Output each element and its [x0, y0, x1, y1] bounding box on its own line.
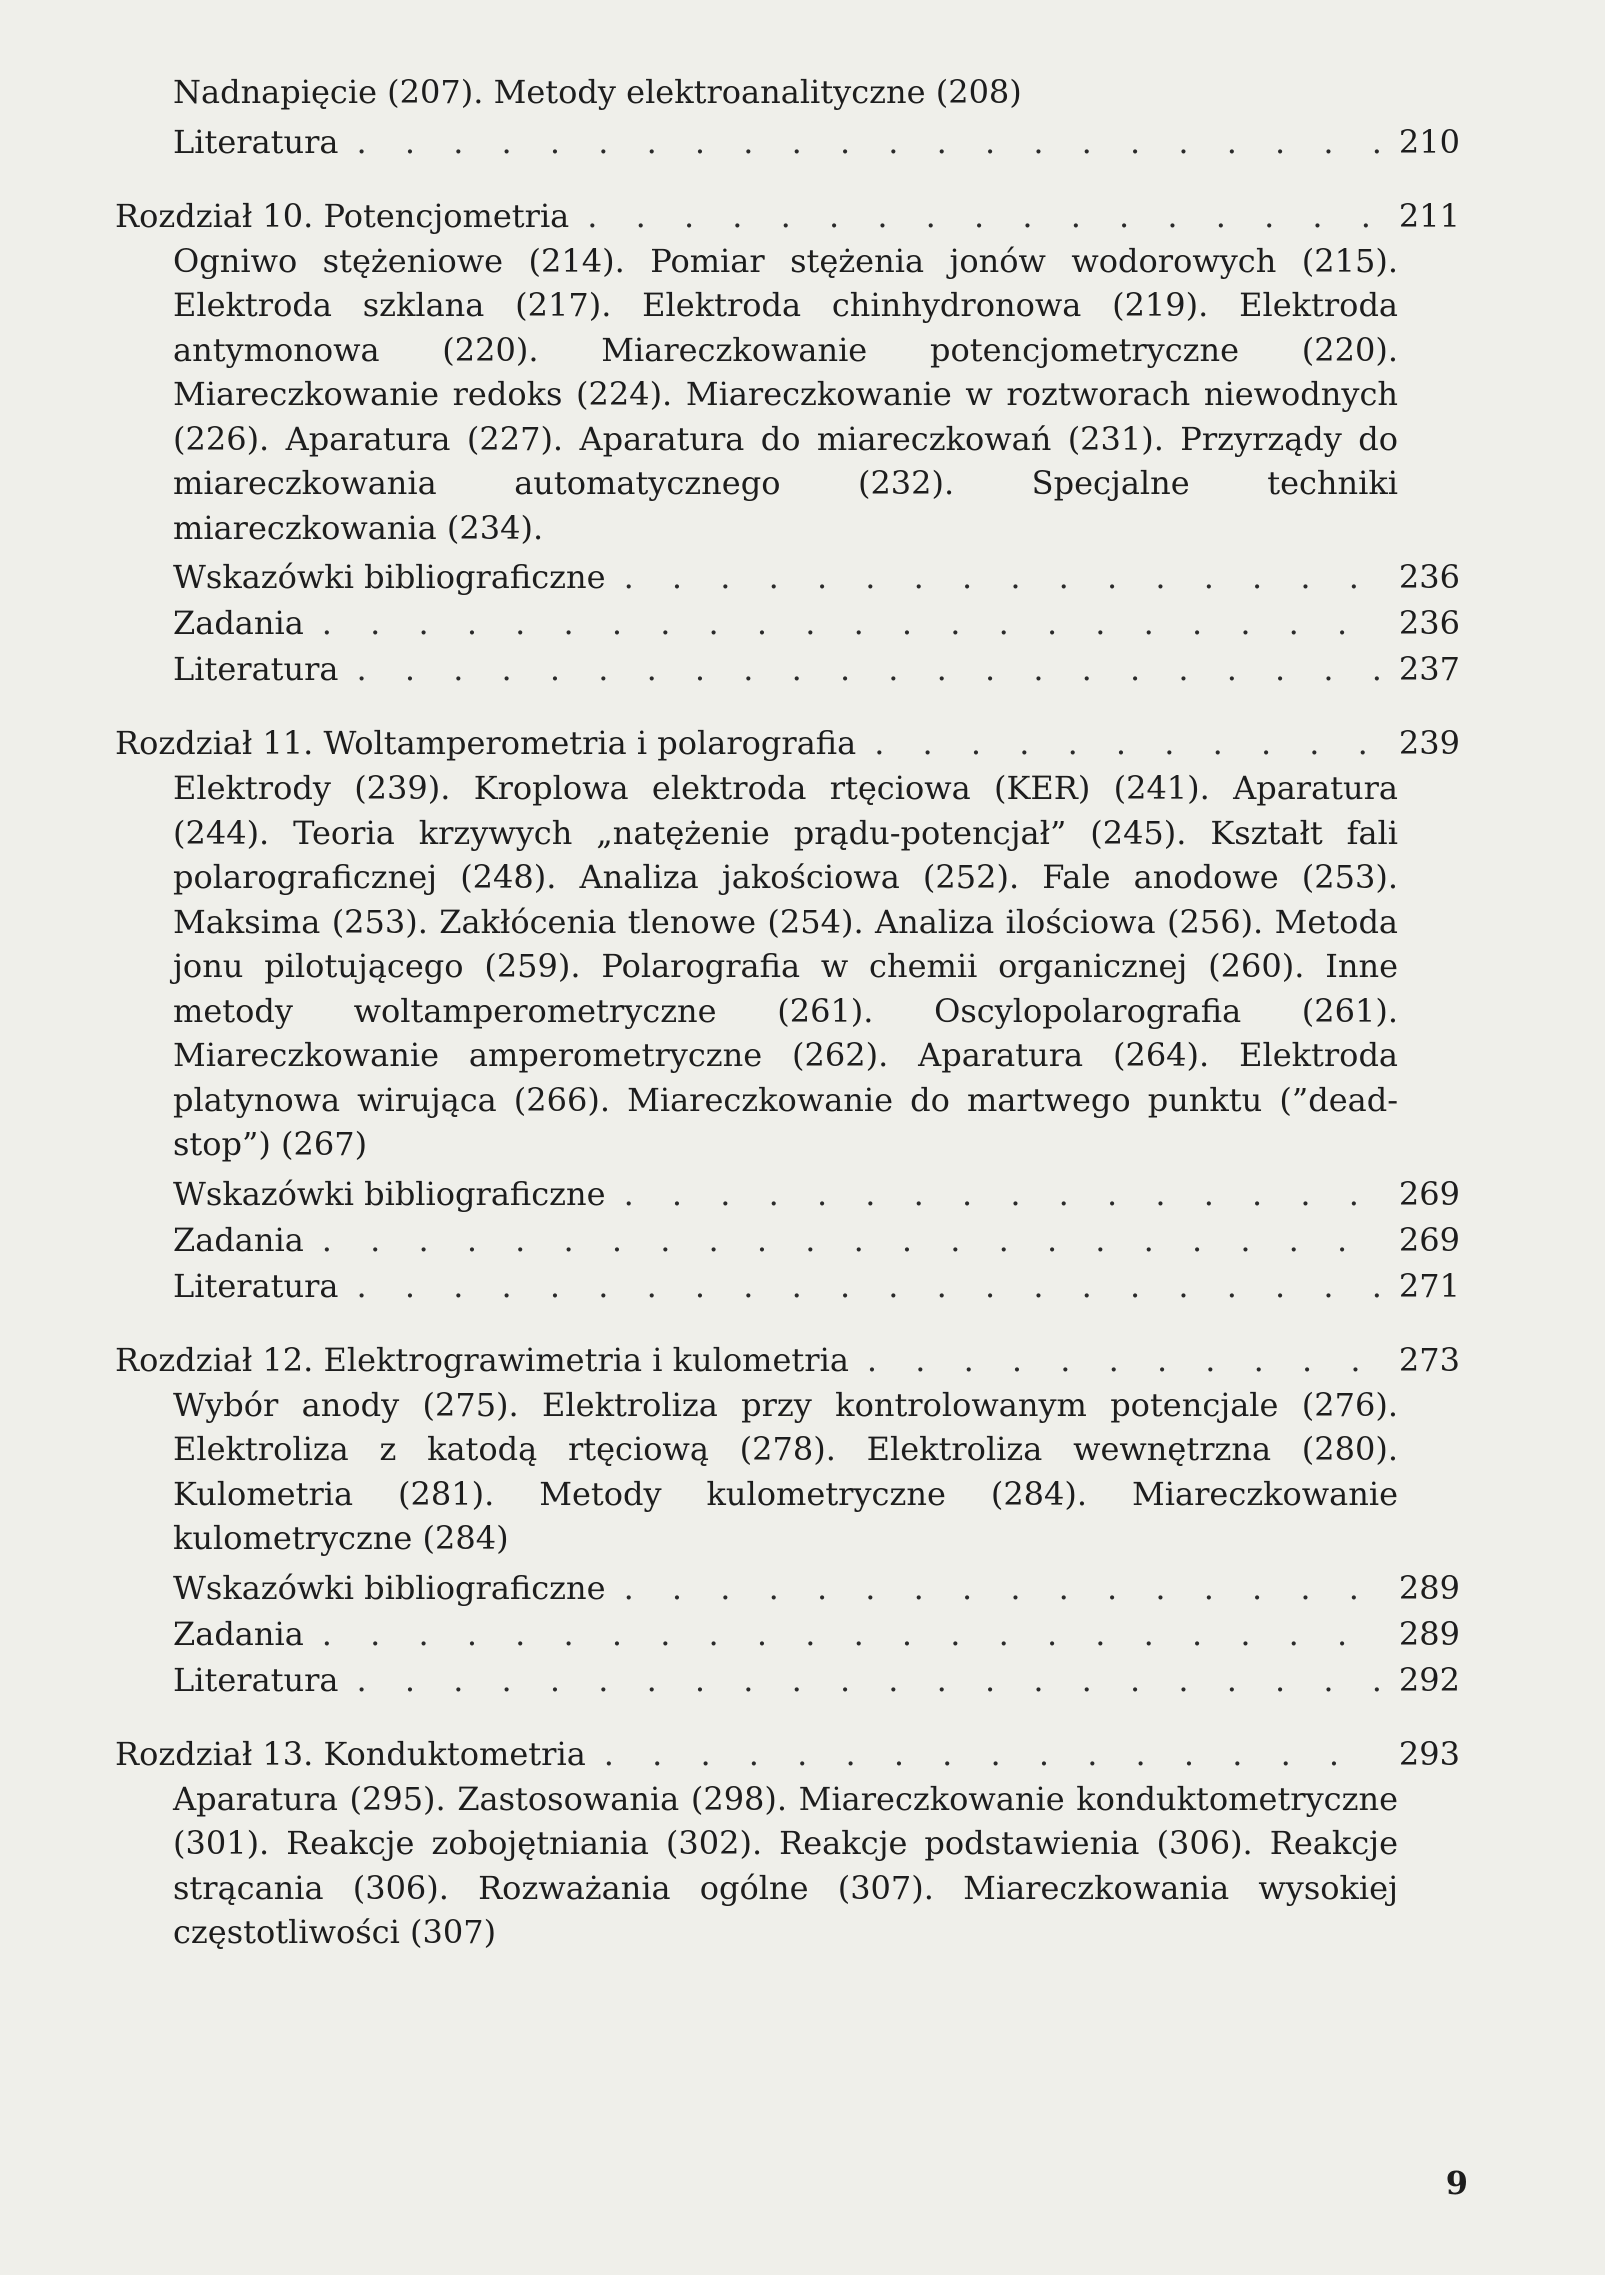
chapter-title: Rozdział 11. Woltamperometria i polarografia [115, 724, 857, 762]
leader-dots [874, 720, 1380, 766]
toc-entry-literature [115, 119, 1460, 165]
entry-label: Literatura [173, 1660, 339, 1699]
entry-page: 269 [1398, 1220, 1460, 1259]
leader-dots [357, 119, 1381, 165]
leader-dots [322, 1611, 1380, 1657]
entry-page: 271 [1398, 1266, 1460, 1305]
chapter-page: 273 [1398, 1340, 1460, 1379]
entry-page: 237 [1398, 650, 1460, 688]
entry-label: Wskazówki bibliograficzne [173, 1568, 606, 1607]
toc-entry [115, 646, 1460, 692]
chapter-heading [115, 1731, 1460, 1777]
chapter-topics: Ogniwo stężeniowe (214). Pomiar stężenia jonów wodorowych (215). Elektroda szklana (217). Elektroda chinhydronowa (219). Elektroda antymonowa (220). Miareczkowanie potencjometryczne (220). Miareczkowanie redoks (224). Miareczkowanie w roztworach niewodnych (226). Aparatura (227). Aparatura do miareczkowań (231). Przyrządy do miareczkowania automatycznego (232). Specjalne techniki miareczkowania (234). [173, 241, 1398, 547]
entry-label: Literatura [173, 122, 339, 161]
entry-page: 289 [1398, 1614, 1460, 1653]
leader-dots [357, 1263, 1381, 1309]
leader-dots [624, 1171, 1380, 1217]
entry-page: 269 [1398, 1174, 1460, 1213]
chapter-topics: Elektrody (239). Kroplowa elektroda rtęciowa (KER) (241). Aparatura (244). Teoria krzywych „natężenie prądu-potencjał” (245). Kształt fali polarograficznej (248). Analiza jakościowa (252). Fale anodowe (253). Maksima (253). Zakłócenia tlenowe (254). Analiza ilościowa (256). Metoda jonu pilotującego (259). Polarografia w chemii organicznej (260). Inne metody woltamperometryczne (261). Oscylopolarografia (261). Miareczkowanie amperometryczne (262). Aparatura (264). Elektroda platynowa wirująca (266). Miareczkowanie do martwego punktu (”dead-stop”) (267) [173, 769, 1398, 1163]
chapter-title: Rozdział 12. Elektrograwimetria i kulometria [115, 1340, 849, 1379]
chapter-page: 293 [1398, 1734, 1460, 1773]
page-number: 9 [1445, 2164, 1468, 2202]
toc-entry [115, 1217, 1460, 1263]
toc-entry [115, 600, 1460, 646]
toc-entry [115, 1657, 1460, 1703]
toc-entry [115, 1171, 1460, 1217]
entry-label: Zadania [173, 1614, 304, 1653]
entry-page: 236 [1398, 604, 1460, 642]
chapter-topics: Wybór anody (275). Elektroliza przy kontrolowanym potencjale (276). Elektroliza z katodą rtęciową (278). Elektroliza wewnętrzna (280). Kulometria (281). Metody kulometryczne (284). Miareczkowanie kulometryczne (284) [173, 1385, 1398, 1557]
entry-label: Zadania [173, 604, 304, 642]
toc-entry [115, 1565, 1460, 1611]
chapter-page: 239 [1398, 724, 1460, 762]
leader-dots [587, 193, 1380, 239]
leader-dots [604, 1731, 1380, 1777]
leader-dots [322, 600, 1380, 646]
leader-dots [357, 646, 1381, 692]
leader-dots [624, 554, 1380, 600]
toc-column [115, 70, 1460, 1959]
chapter-title: Rozdział 10. Potencjometria [115, 196, 570, 235]
chapter-heading [115, 1337, 1460, 1383]
leader-dots [867, 1337, 1380, 1383]
entry-page: 292 [1398, 1660, 1460, 1699]
entry-label: Literatura [173, 650, 339, 688]
chapter-title: Rozdział 13. Konduktometria [115, 1734, 586, 1773]
entry-label: Literatura [173, 1266, 339, 1305]
toc-entry [115, 1263, 1460, 1309]
entry-page: 210 [1398, 122, 1460, 161]
entry-page: 289 [1398, 1568, 1460, 1607]
chapter-page: 211 [1398, 196, 1460, 235]
chapter-heading [115, 720, 1460, 766]
toc-entry [115, 1611, 1460, 1657]
leader-dots [322, 1217, 1380, 1263]
entry-label: Zadania [173, 1220, 304, 1259]
chapter-topics: Aparatura (295). Zastosowania (298). Miareczkowanie konduktometryczne (301). Reakcje zobojętniania (302). Reakcje podstawienia (306). Reakcje strącania (306). Rozważania ogólne (307). Miareczkowania wysokiej częstotliwości (307) [173, 1779, 1398, 1951]
toc-entry [115, 554, 1460, 600]
leader-dots [624, 1565, 1380, 1611]
entry-label: Wskazówki bibliograficzne [173, 558, 606, 596]
intro-topics: Nadnapięcie (207). Metody elektroanalityczne (208) [173, 73, 1022, 111]
leader-dots [357, 1657, 1381, 1703]
chapter-heading [115, 193, 1460, 239]
entry-page: 236 [1398, 558, 1460, 596]
entry-label: Wskazówki bibliograficzne [173, 1174, 606, 1213]
